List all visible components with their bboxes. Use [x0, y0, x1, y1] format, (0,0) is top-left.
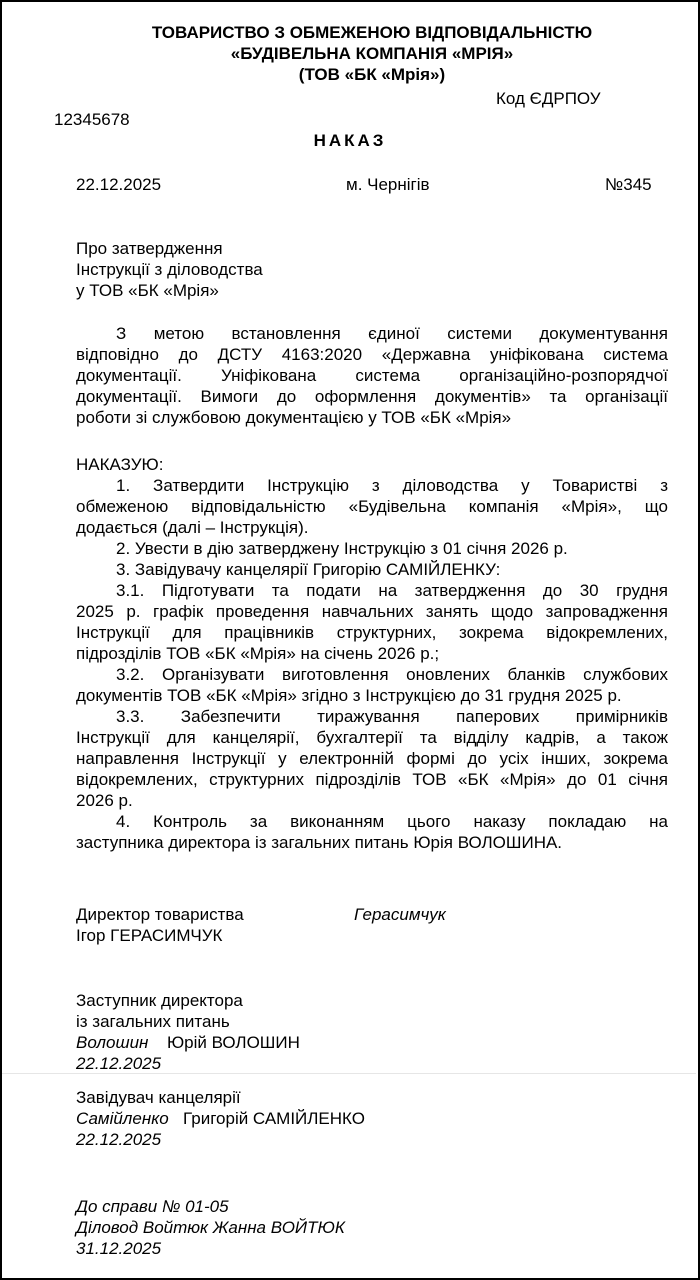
doc-place: м. Чернігів [346, 175, 430, 194]
approval-name: Григорій САМІЙЛЕНКО [183, 1109, 365, 1128]
item-line: 1. Затвердити Інструкцію з діловодства у Товаристві з [116, 476, 668, 495]
preamble-line: роботи зі службовою документацією у ТОВ «БК «Мрія» [76, 408, 512, 427]
item-line: 3.1. Підготувати та подати на затвердження до 30 грудня [116, 581, 668, 600]
doc-number: №345 [605, 175, 652, 194]
item-line: документів ТОВ «БК «Мрія» згідно з Інструкцією до 31 грудня 2025 р. [76, 686, 622, 705]
order-item-1 [76, 475, 668, 538]
approval-date: 22.12.2025 [76, 1054, 162, 1073]
doc-date: 22.12.2025 [76, 175, 162, 194]
filing-clerk: Діловод Войтюк Жанна ВОЙТЮК [76, 1218, 345, 1237]
edrpou-value: 12345678 [54, 110, 130, 129]
item-line: направлення Інструкції у електронній формі до усіх інших, зокрема [76, 749, 668, 768]
item-line: підрозділів ТОВ «БК «Мрія» на січень 2026 р.; [76, 644, 440, 663]
preamble-line: документації. Вимоги до оформлення документів» та організації [76, 387, 668, 406]
company-short-name: (ТОВ «БК «Мрія») [298, 65, 446, 84]
order-item-4 [76, 811, 668, 853]
item-line: відокремлених, структурних підрозділів ТОВ «БК «Мрія» до 01 січня [76, 770, 668, 789]
order-item-3-2 [76, 664, 668, 706]
signer-signature: Герасимчук [354, 905, 446, 924]
approval-position: Заступник директора [76, 991, 243, 1010]
preamble [76, 323, 668, 428]
approval-date: 22.12.2025 [76, 1130, 162, 1149]
item-line: 2. Увести в дію затверджену Інструкцію з 01 січня 2026 р. [116, 539, 568, 558]
approval-signature: Волошин [76, 1033, 149, 1052]
item-line: додається (далі – Інструкція). [76, 518, 309, 537]
item-line: Інструкції для канцелярії, бухгалтерії та відділу кадрів, а також [76, 728, 668, 747]
approval-position: Завідувач канцелярії [76, 1088, 241, 1107]
filing-note: До справи № 01-05 [76, 1197, 229, 1216]
item-line: 3. Завідувачу канцелярії Григорію САМІЙЛЕНКУ: [116, 560, 501, 579]
signer-position: Директор товариства [76, 905, 244, 924]
edrpou-label: Код ЄДРПОУ [496, 89, 601, 108]
approval-position: із загальних питань [76, 1012, 230, 1031]
order-item-2 [76, 538, 668, 559]
approval-signature: Самійленко [76, 1109, 169, 1128]
company-name-line1: ТОВАРИСТВО З ОБМЕЖЕНОЮ ВІДПОВІДАЛЬНІСТЮ [151, 23, 593, 42]
order-item-3-3 [76, 706, 668, 811]
filing-date: 31.12.2025 [76, 1239, 162, 1258]
doc-type: НАКАЗ [313, 131, 387, 150]
signer-name: Ігор ГЕРАСИМЧУК [76, 926, 223, 945]
preamble-line: документації. Уніфікована система організаційно-розпорядчої [76, 366, 668, 385]
order-item-3-1 [76, 580, 668, 664]
preamble-line: З метою встановлення єдиної системи документування [116, 324, 668, 343]
order-item-3 [76, 559, 668, 580]
preamble-line: відповідно до ДСТУ 4163:2020 «Державна уніфікована система [76, 345, 668, 364]
item-line: 4. Контроль за виконанням цього наказу покладаю на [116, 812, 668, 831]
subject-line: у ТОВ «БК «Мрія» [76, 281, 219, 300]
item-line: обмеженою відповідальністю «Будівельна компанія «Мрія», що [76, 497, 668, 516]
company-name-line2: «БУДІВЕЛЬНА КОМПАНІЯ «МРІЯ» [230, 44, 514, 63]
item-line: 3.2. Організувати виготовлення оновлених бланків службових [116, 665, 668, 684]
item-line: 2025 р. графік проведення навчальних занять щодо запровадження [76, 602, 668, 621]
item-line: 2026 р. [76, 791, 133, 810]
order-word: НАКАЗУЮ: [76, 455, 164, 474]
item-line: Інструкції для працівників структурних, зокрема відокремлених, [76, 623, 668, 642]
approval-name: Юрій ВОЛОШИН [167, 1033, 300, 1052]
divider [2, 1073, 696, 1074]
item-line: 3.3. Забезпечити тиражування паперових примірників [116, 707, 668, 726]
subject-line: Про затвердження [76, 239, 223, 258]
item-line: заступника директора із загальних питань Юрія ВОЛОШИНА. [76, 833, 563, 852]
subject-line: Інструкції з діловодства [76, 260, 263, 279]
